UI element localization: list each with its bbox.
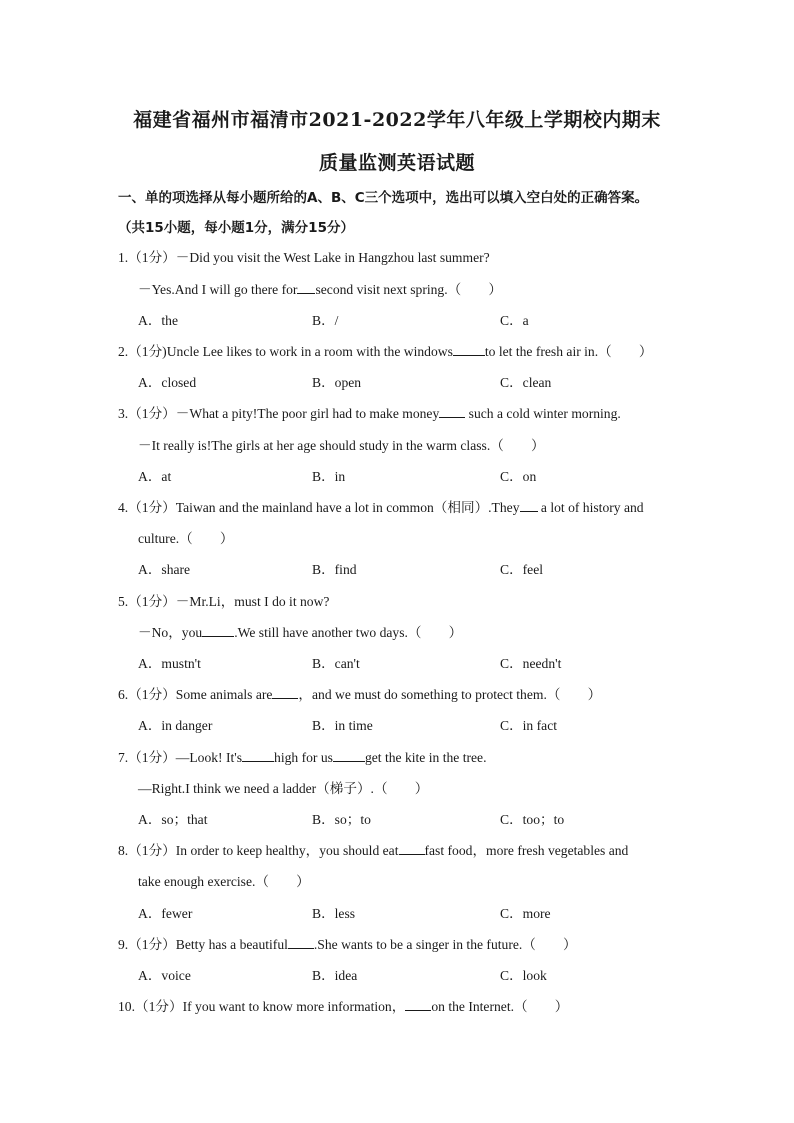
answer-blank xyxy=(520,499,538,512)
question-4-stem: 4.（1分）Taiwan and the mainland have a lot in common（相同）.They a lot of history and xyxy=(118,500,644,515)
question-7-option-b[interactable]: B．so；to xyxy=(312,812,371,827)
question-6-stem: 6.（1分）Some animals are ，and we must do something to protect them.（ ） xyxy=(118,687,602,702)
question-4-option-c[interactable]: C．feel xyxy=(500,562,544,577)
question-3-option-c[interactable]: C．on xyxy=(500,469,537,484)
answer-blank xyxy=(297,281,315,294)
section-note: （共15小题，每小题1分，满分15分） xyxy=(118,220,354,236)
question-2-option-b[interactable]: B．open xyxy=(312,375,362,390)
question-1-option-b[interactable]: B．/ xyxy=(312,313,339,328)
question-2-option-c[interactable]: C．clean xyxy=(500,375,552,390)
answer-blank xyxy=(202,624,234,637)
question-5-option-a[interactable]: A．mustn't xyxy=(138,656,201,671)
question-5-option-b[interactable]: B．can't xyxy=(312,656,360,671)
question-6-option-b[interactable]: B．in time xyxy=(312,718,373,733)
question-4-continuation: culture.（ ） xyxy=(138,531,234,546)
question-9-option-b[interactable]: B．idea xyxy=(312,968,358,983)
question-8-option-c[interactable]: C．more xyxy=(500,906,551,921)
exam-title-line-2: 质量监测英语试题 xyxy=(318,152,475,174)
question-8-option-b[interactable]: B．less xyxy=(312,906,356,921)
question-3-stem: 3.（1分）－What a pity!The poor girl had to make money such a cold winter morning. xyxy=(118,406,621,421)
question-4-option-b[interactable]: B．find xyxy=(312,562,357,577)
question-7-option-a[interactable]: A．so；that xyxy=(138,812,208,827)
question-9-option-c[interactable]: C．look xyxy=(500,968,547,983)
question-6-option-a[interactable]: A．in danger xyxy=(138,718,213,733)
question-5-reply: －No，you .We still have another two days.（ ） xyxy=(138,625,463,640)
answer-blank xyxy=(405,998,431,1011)
question-4-option-a[interactable]: A．share xyxy=(138,562,191,577)
answer-blank xyxy=(242,749,274,762)
question-5-option-c[interactable]: C．needn't xyxy=(500,656,562,671)
question-1-option-c[interactable]: C．a xyxy=(500,313,529,328)
question-3-reply: －It really is!The girls at her age should study in the warm class.（ ） xyxy=(138,438,545,453)
question-1-stem: 1.（1分）－Did you visit the West Lake in Hangzhou last summer? xyxy=(118,250,490,265)
question-5-stem: 5.（1分）－Mr.Li，must I do it now? xyxy=(118,594,330,609)
question-7-reply: —Right.I think we need a ladder（梯子）.（ ） xyxy=(138,781,429,796)
answer-blank xyxy=(399,842,425,855)
question-9-stem: 9.（1分）Betty has a beautiful .She wants to be a singer in the future.（ ） xyxy=(118,937,577,952)
question-3-option-b[interactable]: B．in xyxy=(312,469,346,484)
answer-blank xyxy=(333,749,365,762)
question-9-option-a[interactable]: A．voice xyxy=(138,968,191,983)
answer-blank xyxy=(439,405,465,418)
question-10-stem: 10.（1分）If you want to know more information， on the Internet.（ ） xyxy=(118,999,569,1014)
question-2-stem: 2.（1分)Uncle Lee likes to work in a room with the windows to let the fresh air in.（ ） xyxy=(118,344,653,359)
question-3-option-a[interactable]: A．at xyxy=(138,469,172,484)
question-8-stem: 8.（1分）In order to keep healthy，you should eat fast food，more fresh vegetables and xyxy=(118,843,629,858)
answer-blank xyxy=(272,686,298,699)
exam-title-line-1: 福建省福州市福清市2021-2022学年八年级上学期校内期末 xyxy=(133,109,661,131)
question-1-reply: －Yes.And I will go there for second visit next spring.（ ） xyxy=(138,282,502,297)
answer-blank xyxy=(453,343,485,356)
question-7-option-c[interactable]: C．too；to xyxy=(500,812,565,827)
section-heading: 一、单的项选择从每小题所给的A、B、C三个选项中，选出可以填入空白处的正确答案。 xyxy=(118,190,649,206)
answer-blank xyxy=(288,936,314,949)
question-2-option-a[interactable]: A．closed xyxy=(138,375,197,390)
question-6-option-c[interactable]: C．in fact xyxy=(500,718,558,733)
question-8-option-a[interactable]: A．fewer xyxy=(138,906,193,921)
question-1-option-a[interactable]: A．the xyxy=(138,313,179,328)
question-8-continuation: take enough exercise.（ ） xyxy=(138,874,310,889)
question-7-stem: 7.（1分）—Look! It's high for us get the kite in the tree. xyxy=(118,750,487,765)
